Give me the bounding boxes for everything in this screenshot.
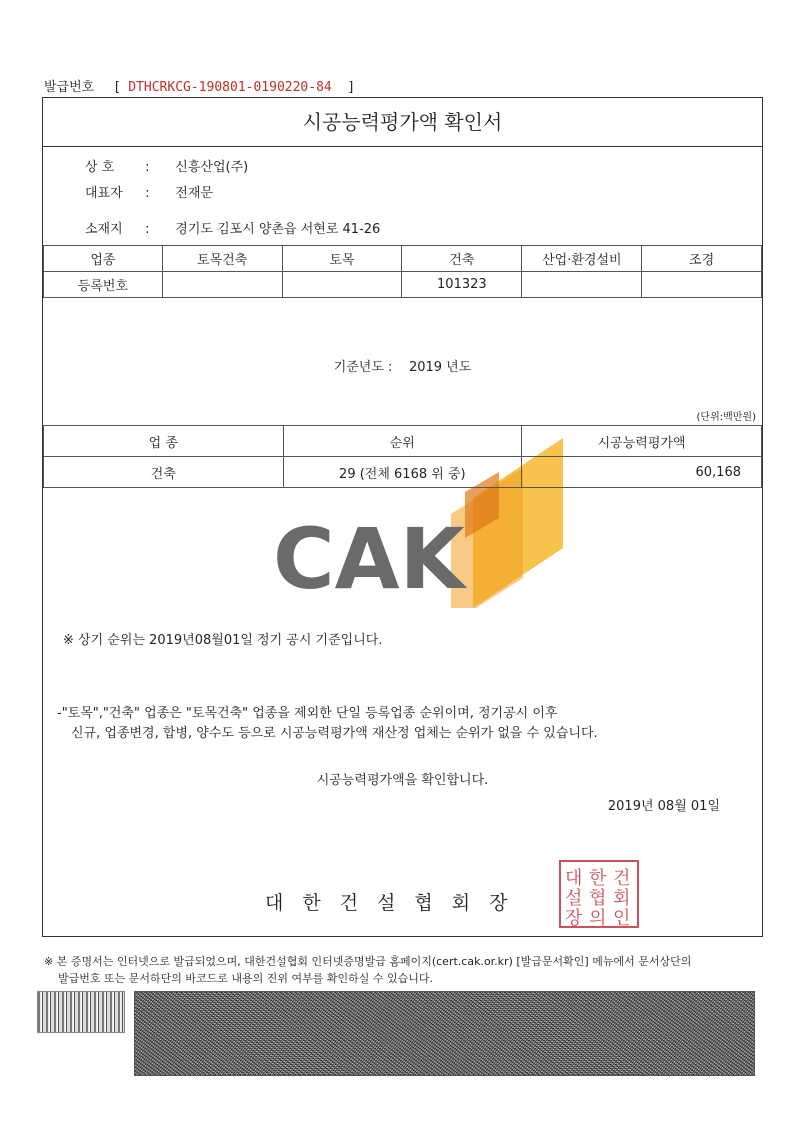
industry-type: 건축 (44, 457, 284, 488)
issue-label: 발급번호 (44, 80, 95, 95)
colon: : (145, 186, 150, 201)
value-cell (282, 272, 402, 298)
registration-header-row (44, 246, 762, 272)
ceo-name: 전재문 (175, 186, 213, 201)
header-cell: 순위 (283, 426, 522, 457)
footnote-line2: 발급번호 또는 문서하단의 바코드로 내용의 진위 여부를 확인하실 수 있습니다. (58, 972, 433, 985)
base-year-value: 2019 년도 (408, 360, 472, 375)
verification-barcode (134, 991, 755, 1076)
header-cell: 조경 (642, 246, 762, 272)
registration-number-row (44, 272, 762, 298)
company-name: 신흥산업(주) (175, 160, 249, 175)
registration-table (43, 245, 762, 298)
evaluation-table (43, 425, 762, 488)
header-cell: 업 종 (44, 426, 284, 457)
seal-char: 협 (589, 888, 607, 909)
header-cell: 산업·환경설비 (522, 246, 642, 272)
issue-bracket-open: [ (114, 80, 120, 95)
industry-note-line2: 신규, 업종변경, 합병, 양수도 등으로 시공능력평가액 재산정 업체는 순위가 없을 수 있습니다. (71, 726, 598, 741)
seal-char: 인 (613, 908, 631, 929)
evaluation-header-row (44, 426, 762, 457)
issue-number-line (44, 76, 353, 95)
verification-footnote (44, 953, 764, 987)
seal-char: 대 (565, 868, 583, 889)
unit-label: (단위:백만원) (696, 412, 756, 423)
footnote-line1: ※ 본 증명서는 인터넷으로 발급되었으며, 대한건설협회 인터넷증명발급 홈페이지(cert.cak.or.kr) [발급문서확인] 메뉴에서 문서상단의 (44, 955, 692, 968)
value-cell (522, 272, 642, 298)
issue-date: 2019년 08월 01일 (607, 799, 720, 814)
issue-code: DTHCRKCG-190801-0190220-84 (128, 80, 332, 95)
seal-char: 회 (613, 888, 631, 909)
row-label: 등록번호 (44, 272, 163, 298)
value-cell (642, 272, 762, 298)
header-cell: 토목 (282, 246, 402, 272)
ceo-row (85, 182, 213, 201)
value-cell (162, 272, 282, 298)
base-year-label: 기준년도 : (333, 360, 393, 375)
header-cell: 시공능력평가액 (522, 426, 762, 457)
industry-note (57, 704, 598, 744)
header-cell: 토목건축 (162, 246, 282, 272)
company-name-label: 상 호 (85, 160, 115, 175)
industry-note-line1: -"토목","건축" 업종은 "토목건축" 업종을 제외한 단일 등록업종 순위이며, 정기공시 이후 (57, 706, 558, 721)
confirmation-text: 시공능력평가액을 확인합니다. (316, 773, 489, 788)
header-cell: 건축 (402, 246, 522, 272)
signer-name: 대한건설협회장 (265, 892, 527, 914)
seal-char: 한 (589, 868, 607, 889)
ceo-label: 대표자 (85, 186, 123, 201)
rank-basis-note: ※ 상기 순위는 2019년08월01일 정기 공시 기준입니다. (63, 633, 383, 648)
evaluation-row (44, 457, 762, 488)
evaluation-amount: 60,168 (522, 457, 762, 488)
logo-text: CAK (273, 510, 465, 608)
certificate-frame (42, 97, 763, 937)
colon: : (145, 160, 150, 175)
base-year (43, 356, 762, 375)
value-cell: 101323 (402, 272, 522, 298)
small-barcode (37, 991, 125, 1033)
seal-char: 건 (613, 868, 631, 889)
seal-char: 설 (565, 888, 583, 909)
rank: 29 (전체 6168 위 중) (283, 457, 522, 488)
seal-char: 장 (565, 908, 583, 929)
address-row (85, 218, 380, 237)
colon: : (145, 222, 150, 237)
address-label: 소재지 (85, 222, 123, 237)
company-name-row (85, 156, 248, 175)
official-seal (559, 860, 639, 928)
seal-char: 의 (589, 908, 607, 929)
document-title: 시공능력평가액 확인서 (43, 98, 762, 147)
header-cell: 업종 (44, 246, 163, 272)
issue-bracket-close: ] (348, 80, 354, 95)
address: 경기도 김포시 양촌읍 서현로 41-26 (175, 222, 381, 237)
